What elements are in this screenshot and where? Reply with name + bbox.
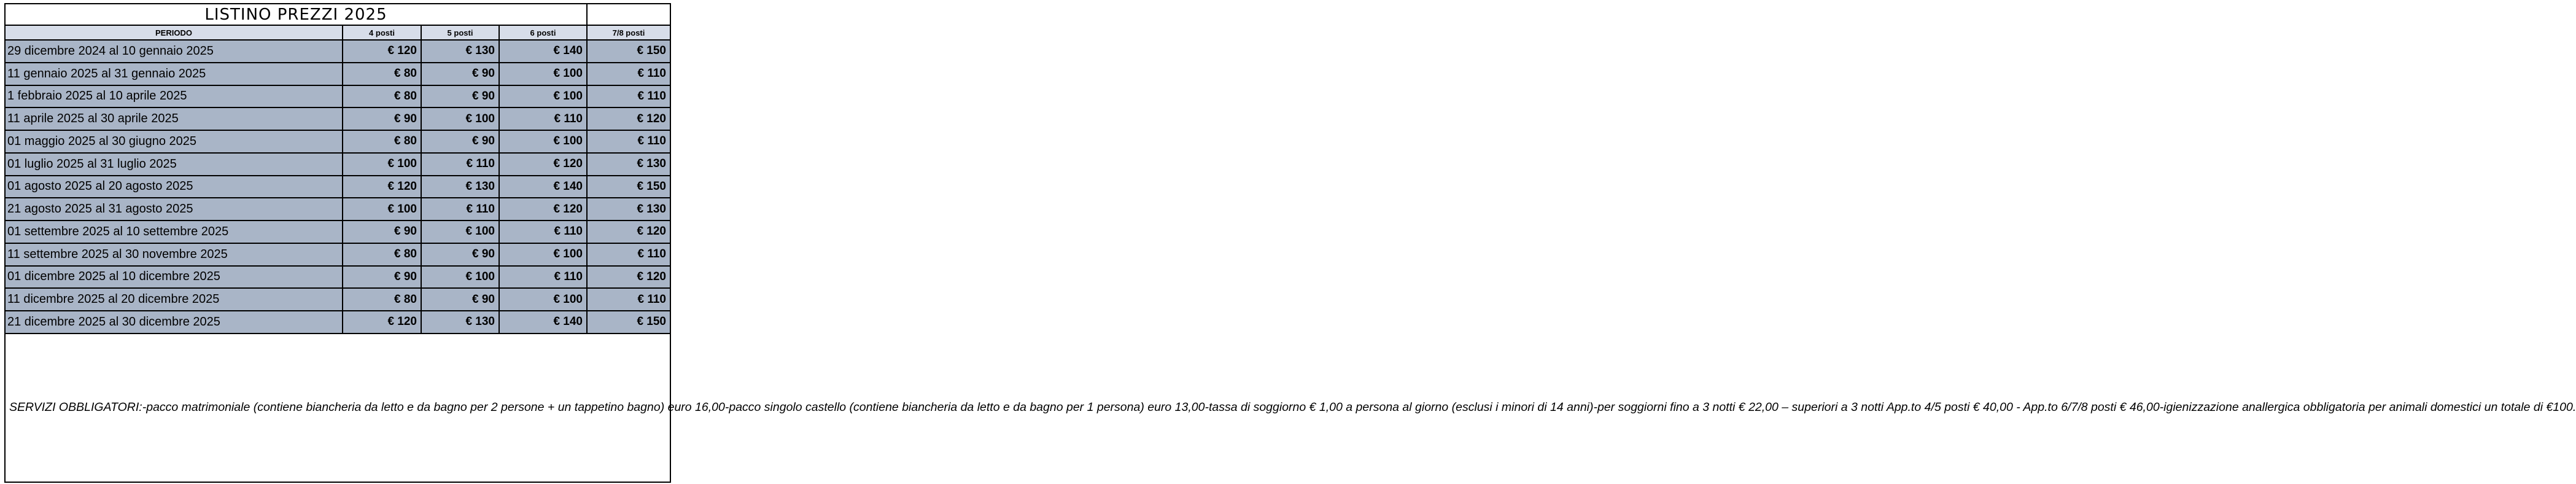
price-cell: € 100	[422, 221, 500, 244]
price-cell: € 90	[343, 267, 422, 289]
price-cell: € 120	[500, 198, 588, 221]
column-header-periodo: PERIODO	[6, 26, 343, 41]
price-cell: € 90	[343, 108, 422, 131]
period-cell: 21 agosto 2025 al 31 agosto 2025	[6, 198, 343, 221]
column-header-6-posti: 6 posti	[500, 26, 588, 41]
price-cell: € 120	[500, 154, 588, 176]
period-cell: 29 dicembre 2024 al 10 gennaio 2025	[6, 41, 343, 63]
period-cell: 11 dicembre 2025 al 20 dicembre 2025	[6, 289, 343, 311]
price-cell: € 100	[500, 86, 588, 109]
period-cell: 1 febbraio 2025 al 10 aprile 2025	[6, 86, 343, 109]
notes-section	[6, 334, 2576, 482]
period-cell: 21 dicembre 2025 al 30 dicembre 2025	[6, 311, 343, 334]
price-cell: € 100	[422, 267, 500, 289]
price-cell: € 140	[500, 176, 588, 199]
note-line: -per soggiorni fino a 3 notti € 22,00 – superiori a 3 notti App.to 4/5 posti € 40,00 - App.to 6/7/8 posti € 46,00	[1593, 400, 2160, 415]
price-cell: € 110	[588, 244, 670, 267]
price-cell: € 80	[343, 244, 422, 267]
price-cell: € 140	[500, 311, 588, 334]
price-cell: € 100	[500, 289, 588, 311]
price-cell: € 100	[343, 154, 422, 176]
price-cell: € 90	[422, 244, 500, 267]
price-cell: € 100	[343, 198, 422, 221]
price-cell: € 120	[343, 311, 422, 334]
page-title: LISTINO PREZZI 2025	[6, 4, 588, 26]
price-cell: € 110	[500, 267, 588, 289]
price-cell: € 80	[343, 289, 422, 311]
price-cell: € 110	[588, 63, 670, 86]
period-cell: 11 settembre 2025 al 30 novembre 2025	[6, 244, 343, 267]
price-cell: € 120	[343, 41, 422, 63]
price-cell: € 90	[422, 86, 500, 109]
period-cell: 01 luglio 2025 al 31 luglio 2025	[6, 154, 343, 176]
price-list-table	[4, 3, 2576, 483]
price-cell: € 120	[588, 267, 670, 289]
price-cell: € 130	[422, 41, 500, 63]
price-cell: € 120	[588, 221, 670, 244]
period-cell: 11 aprile 2025 al 30 aprile 2025	[6, 108, 343, 131]
price-cell: € 140	[500, 41, 588, 63]
column-header-5-posti: 5 posti	[422, 26, 500, 41]
notes-heading: SERVIZI OBBLIGATORI:	[9, 400, 142, 415]
price-cell: € 80	[343, 86, 422, 109]
price-cell: € 110	[588, 289, 670, 311]
price-cell: € 110	[588, 86, 670, 109]
price-cell: € 90	[422, 63, 500, 86]
price-cell: € 110	[422, 198, 500, 221]
price-cell: € 120	[588, 108, 670, 131]
column-header-78-posti: 7/8 posti	[588, 26, 670, 41]
column-header-4-posti: 4 posti	[343, 26, 422, 41]
price-cell: € 130	[422, 176, 500, 199]
price-cell: € 130	[588, 154, 670, 176]
price-cell: € 150	[588, 311, 670, 334]
price-cell: € 90	[422, 131, 500, 154]
price-cell: € 100	[422, 108, 500, 131]
price-cell: € 110	[500, 108, 588, 131]
note-line: -pacco singolo castello (contiene biancheria da letto e da bagno per 1 persona) euro 13,00	[724, 400, 1205, 415]
period-cell: 01 dicembre 2025 al 10 dicembre 2025	[6, 267, 343, 289]
price-cell: € 130	[422, 311, 500, 334]
price-cell: € 90	[422, 289, 500, 311]
price-cell: € 90	[343, 221, 422, 244]
note-line: -tassa di soggiorno € 1,00 a persona al giorno (esclusi i minori di 14 anni)	[1205, 400, 1594, 415]
price-cell: € 150	[588, 41, 670, 63]
price-cell: € 80	[343, 131, 422, 154]
period-cell: 01 maggio 2025 al 30 giugno 2025	[6, 131, 343, 154]
period-cell: 01 agosto 2025 al 20 agosto 2025	[6, 176, 343, 199]
corner-empty-cell	[588, 4, 670, 26]
period-cell: 11 gennaio 2025 al 31 gennaio 2025	[6, 63, 343, 86]
period-cell: 01 settembre 2025 al 10 settembre 2025	[6, 221, 343, 244]
note-line: -pacco matrimoniale (contiene biancheria da letto e da bagno per 2 persone + un tappetino bagno) euro 16,00	[142, 400, 725, 415]
price-cell: € 120	[343, 176, 422, 199]
price-cell: € 110	[500, 221, 588, 244]
price-cell: € 150	[588, 176, 670, 199]
price-cell: € 110	[588, 131, 670, 154]
price-cell: € 80	[343, 63, 422, 86]
price-cell: € 100	[500, 63, 588, 86]
price-cell: € 100	[500, 131, 588, 154]
price-cell: € 130	[588, 198, 670, 221]
price-cell: € 100	[500, 244, 588, 267]
note-line: -igienizzazione anallergica obbligatoria per animali domestici un totale di €100.	[2159, 400, 2576, 415]
price-cell: € 110	[422, 154, 500, 176]
